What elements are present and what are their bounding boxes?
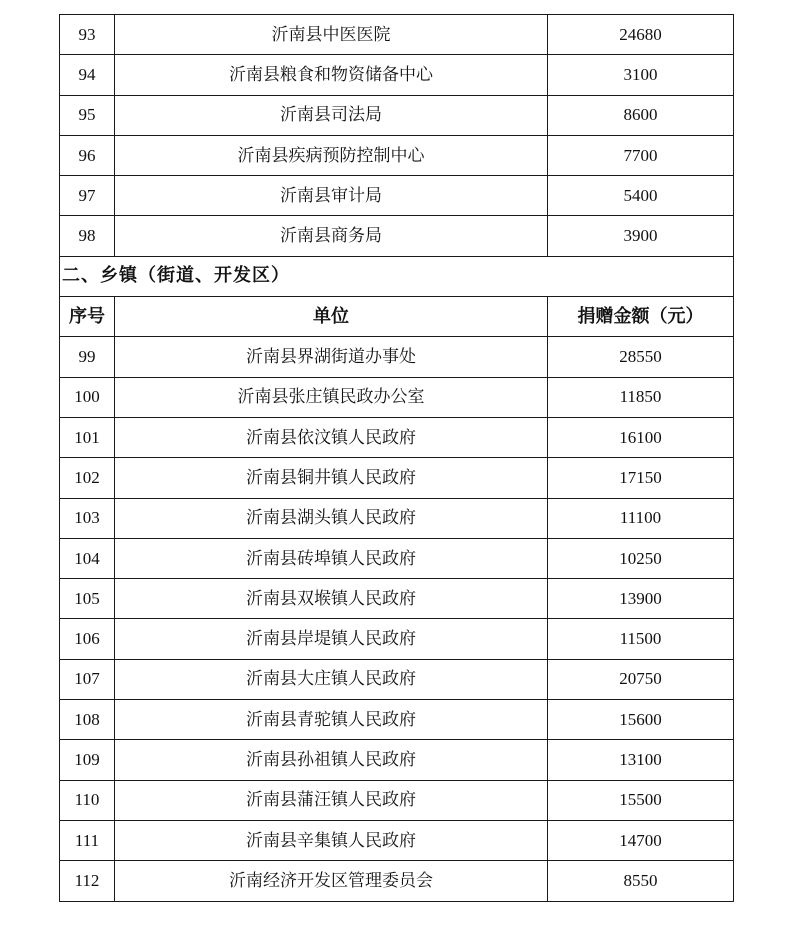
donation-amount: 3900 (548, 216, 734, 256)
donation-amount: 16100 (548, 417, 734, 457)
donation-amount: 3100 (548, 55, 734, 95)
table-row (60, 780, 734, 820)
row-number: 108 (60, 700, 115, 740)
table-row (60, 176, 734, 216)
row-number: 95 (60, 95, 115, 135)
section-title: 二、乡镇（街道、开发区） (60, 256, 734, 296)
donation-amount: 20750 (548, 659, 734, 699)
column-header-unit: 单位 (115, 297, 548, 337)
row-number: 101 (60, 417, 115, 457)
row-number: 110 (60, 780, 115, 820)
row-number: 93 (60, 15, 115, 55)
row-number: 105 (60, 579, 115, 619)
unit-name: 沂南县大庄镇人民政府 (115, 659, 548, 699)
table-row (60, 458, 734, 498)
table-row (60, 377, 734, 417)
table-row (60, 619, 734, 659)
table-row (60, 861, 734, 901)
row-number: 98 (60, 216, 115, 256)
table-row (60, 216, 734, 256)
row-number: 109 (60, 740, 115, 780)
table-row (60, 15, 734, 55)
donation-amount: 17150 (548, 458, 734, 498)
table-row (60, 417, 734, 457)
table-row (60, 498, 734, 538)
table-row (60, 95, 734, 135)
donation-table (59, 14, 734, 902)
donation-amount: 8600 (548, 95, 734, 135)
donation-table-body (60, 15, 734, 902)
unit-name: 沂南县辛集镇人民政府 (115, 820, 548, 860)
unit-name: 沂南县商务局 (115, 216, 548, 256)
table-row (60, 820, 734, 860)
donation-amount: 24680 (548, 15, 734, 55)
table-row (60, 337, 734, 377)
unit-name: 沂南县砖埠镇人民政府 (115, 538, 548, 578)
unit-name: 沂南县粮食和物资储备中心 (115, 55, 548, 95)
donation-amount: 15600 (548, 700, 734, 740)
table-row (60, 55, 734, 95)
donation-amount: 11850 (548, 377, 734, 417)
table-row (60, 740, 734, 780)
unit-name: 沂南县湖头镇人民政府 (115, 498, 548, 538)
unit-name: 沂南县中医医院 (115, 15, 548, 55)
unit-name: 沂南县审计局 (115, 176, 548, 216)
unit-name: 沂南县铜井镇人民政府 (115, 458, 548, 498)
row-number: 104 (60, 538, 115, 578)
unit-name: 沂南县界湖街道办事处 (115, 337, 548, 377)
donation-amount: 7700 (548, 135, 734, 175)
row-number: 97 (60, 176, 115, 216)
row-number: 111 (60, 820, 115, 860)
row-number: 107 (60, 659, 115, 699)
unit-name: 沂南县蒲汪镇人民政府 (115, 780, 548, 820)
unit-name: 沂南县司法局 (115, 95, 548, 135)
unit-name: 沂南县青驼镇人民政府 (115, 700, 548, 740)
table-row (60, 700, 734, 740)
section-row (60, 256, 734, 296)
row-number: 96 (60, 135, 115, 175)
donation-amount: 8550 (548, 861, 734, 901)
row-number: 102 (60, 458, 115, 498)
row-number: 99 (60, 337, 115, 377)
row-number: 112 (60, 861, 115, 901)
donation-amount: 11100 (548, 498, 734, 538)
unit-name: 沂南县依汶镇人民政府 (115, 417, 548, 457)
unit-name: 沂南县孙祖镇人民政府 (115, 740, 548, 780)
unit-name: 沂南县张庄镇民政办公室 (115, 377, 548, 417)
column-header-amount: 捐赠金额（元） (548, 297, 734, 337)
table-row (60, 135, 734, 175)
table-row (60, 659, 734, 699)
donation-amount: 10250 (548, 538, 734, 578)
table-row (60, 538, 734, 578)
row-number: 94 (60, 55, 115, 95)
unit-name: 沂南县双堠镇人民政府 (115, 579, 548, 619)
row-number: 106 (60, 619, 115, 659)
table-header-row (60, 297, 734, 337)
donation-amount: 15500 (548, 780, 734, 820)
table-row (60, 579, 734, 619)
row-number: 103 (60, 498, 115, 538)
donation-amount: 13900 (548, 579, 734, 619)
row-number: 100 (60, 377, 115, 417)
donation-amount: 5400 (548, 176, 734, 216)
donation-amount: 11500 (548, 619, 734, 659)
donation-amount: 28550 (548, 337, 734, 377)
unit-name: 沂南县疾病预防控制中心 (115, 135, 548, 175)
column-header-number: 序号 (60, 297, 115, 337)
unit-name: 沂南县岸堤镇人民政府 (115, 619, 548, 659)
donation-amount: 14700 (548, 820, 734, 860)
unit-name: 沂南经济开发区管理委员会 (115, 861, 548, 901)
donation-amount: 13100 (548, 740, 734, 780)
